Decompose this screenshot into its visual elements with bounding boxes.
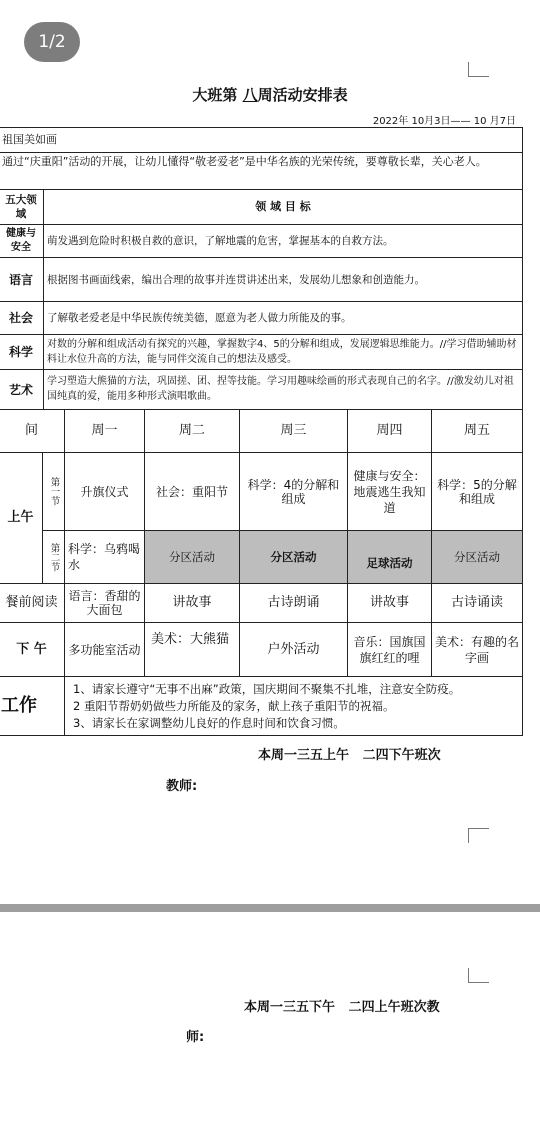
reading-tue: 讲故事 <box>144 583 240 623</box>
date-range: 2022年 10月3日—— 10 月7日 <box>372 116 516 127</box>
day-thu: 周四 <box>347 409 432 453</box>
reading-fri: 古诗诵读 <box>431 583 523 623</box>
session1-thu: 健康与安全：地震逃生我知道 <box>347 452 432 531</box>
teacher-label: 教师: <box>166 779 198 794</box>
session2-mon: 科学：乌鸦喝水 <box>64 530 145 584</box>
session2-fri: 分区活动 <box>431 530 523 584</box>
work-notes <box>64 676 523 736</box>
session1-tue: 社会：重阳节 <box>144 452 240 531</box>
domain-name-society: 社会 <box>0 301 44 335</box>
domain-text-science: 对数的分解和组成活动有探究的兴趣，掌握数字4、5的分解和组成，发展逻辑思维能力。//学习借助辅助材料让水位升高的方法，能与同伴交流自己的想法及感受。 <box>43 334 523 370</box>
afternoon-wed: 户外活动 <box>239 622 348 677</box>
page-indicator: 1/2 <box>24 22 80 62</box>
time-label: 间 <box>0 409 65 453</box>
day-tue: 周二 <box>144 409 240 453</box>
crop-mark <box>468 968 489 983</box>
domain-name-science: 科学 <box>0 334 44 370</box>
title-week: 八 <box>242 86 258 104</box>
goal-row: 通过“庆重阳”活动的开展，让幼儿懂得“敬老爱老”是中华名族的光荣传统，要尊敬长辈，关心老人。 <box>0 152 523 190</box>
domain-text-language: 根据图书画面线索，编出合理的故事并连贯讲述出来，发展幼儿想象和创造能力。 <box>43 257 523 302</box>
domain-name-art: 艺术 <box>0 369 44 410</box>
work-item: 2 重阳节帮奶奶做些力所能及的家务，献上孩子重阳节的祝福。 <box>73 699 395 713</box>
reading-wed: 古诗朗诵 <box>239 583 348 623</box>
session2-tue: 分区活动 <box>144 530 240 584</box>
reading-label: 餐前阅读 <box>0 583 65 623</box>
afternoon-thu: 音乐：国旗国旗红红的哩 <box>347 622 432 677</box>
session2-thu: 足球活动 <box>347 530 432 584</box>
reading-thu: 讲故事 <box>347 583 432 623</box>
day-wed: 周三 <box>239 409 348 453</box>
work-label: 工作 <box>0 676 65 736</box>
shift-note: 本周一三五上午 二四下午班次 <box>258 748 441 763</box>
work-item: 3、请家长在家调整幼儿良好的作息时间和饮食习惯。 <box>73 716 345 730</box>
crop-mark <box>468 828 489 843</box>
afternoon-label: 下 午 <box>0 622 65 677</box>
domain-name-language: 语言 <box>0 257 44 302</box>
afternoon-tue: 美术：大熊猫 <box>144 622 240 677</box>
page2-teacher-label: 师: <box>186 1030 205 1045</box>
day-fri: 周五 <box>431 409 523 453</box>
domains-header: 领 域 目 标 <box>43 189 523 225</box>
page2-shift-note: 本周一三五下午 二四上午班次教 <box>244 1000 440 1015</box>
title-prefix: 大班第 <box>192 86 243 104</box>
session2-label: 第二节 <box>42 530 65 584</box>
session2-wed: 分区活动 <box>239 530 348 584</box>
domains-label: 五大领域 <box>0 189 44 225</box>
domain-text-society: 了解敬老爱老是中华民族传统美德，愿意为老人做力所能及的事。 <box>43 301 523 335</box>
session1-label: 第一节 <box>42 452 65 531</box>
domain-name-health: 健康与安全 <box>0 224 44 258</box>
morning-label: 上午 <box>0 452 43 584</box>
crop-mark <box>468 62 489 77</box>
day-mon: 周一 <box>64 409 145 453</box>
session1-wed: 科学：4的分解和组成 <box>239 452 348 531</box>
session1-fri: 科学：5的分解和组成 <box>431 452 523 531</box>
session1-mon: 升旗仪式 <box>64 452 145 531</box>
reading-mon: 语言：香甜的大面包 <box>64 583 145 623</box>
afternoon-fri: 美术：有趣的名字画 <box>431 622 523 677</box>
title-suffix: 周活动安排表 <box>257 86 348 104</box>
document-title <box>0 84 540 105</box>
theme-row: 祖国美如画 <box>0 127 523 153</box>
domain-text-art: 学习塑造大熊猫的方法，巩固搓、团、捏等技能。学习用趣味绘画的形式表现自己的名字。//激发幼儿对祖国纯真的爱，能用多种形式演唱歌曲。 <box>43 369 523 410</box>
domain-text-health: 萌发遇到危险时积极自救的意识，了解地震的危害，掌握基本的自救方法。 <box>43 224 523 258</box>
page-separator <box>0 904 540 912</box>
work-item: 1、请家长遵守“无事不出麻”政策，国庆期间不聚集不扎堆，注意安全防疫。 <box>73 682 461 696</box>
afternoon-mon: 多功能室活动 <box>64 622 145 677</box>
